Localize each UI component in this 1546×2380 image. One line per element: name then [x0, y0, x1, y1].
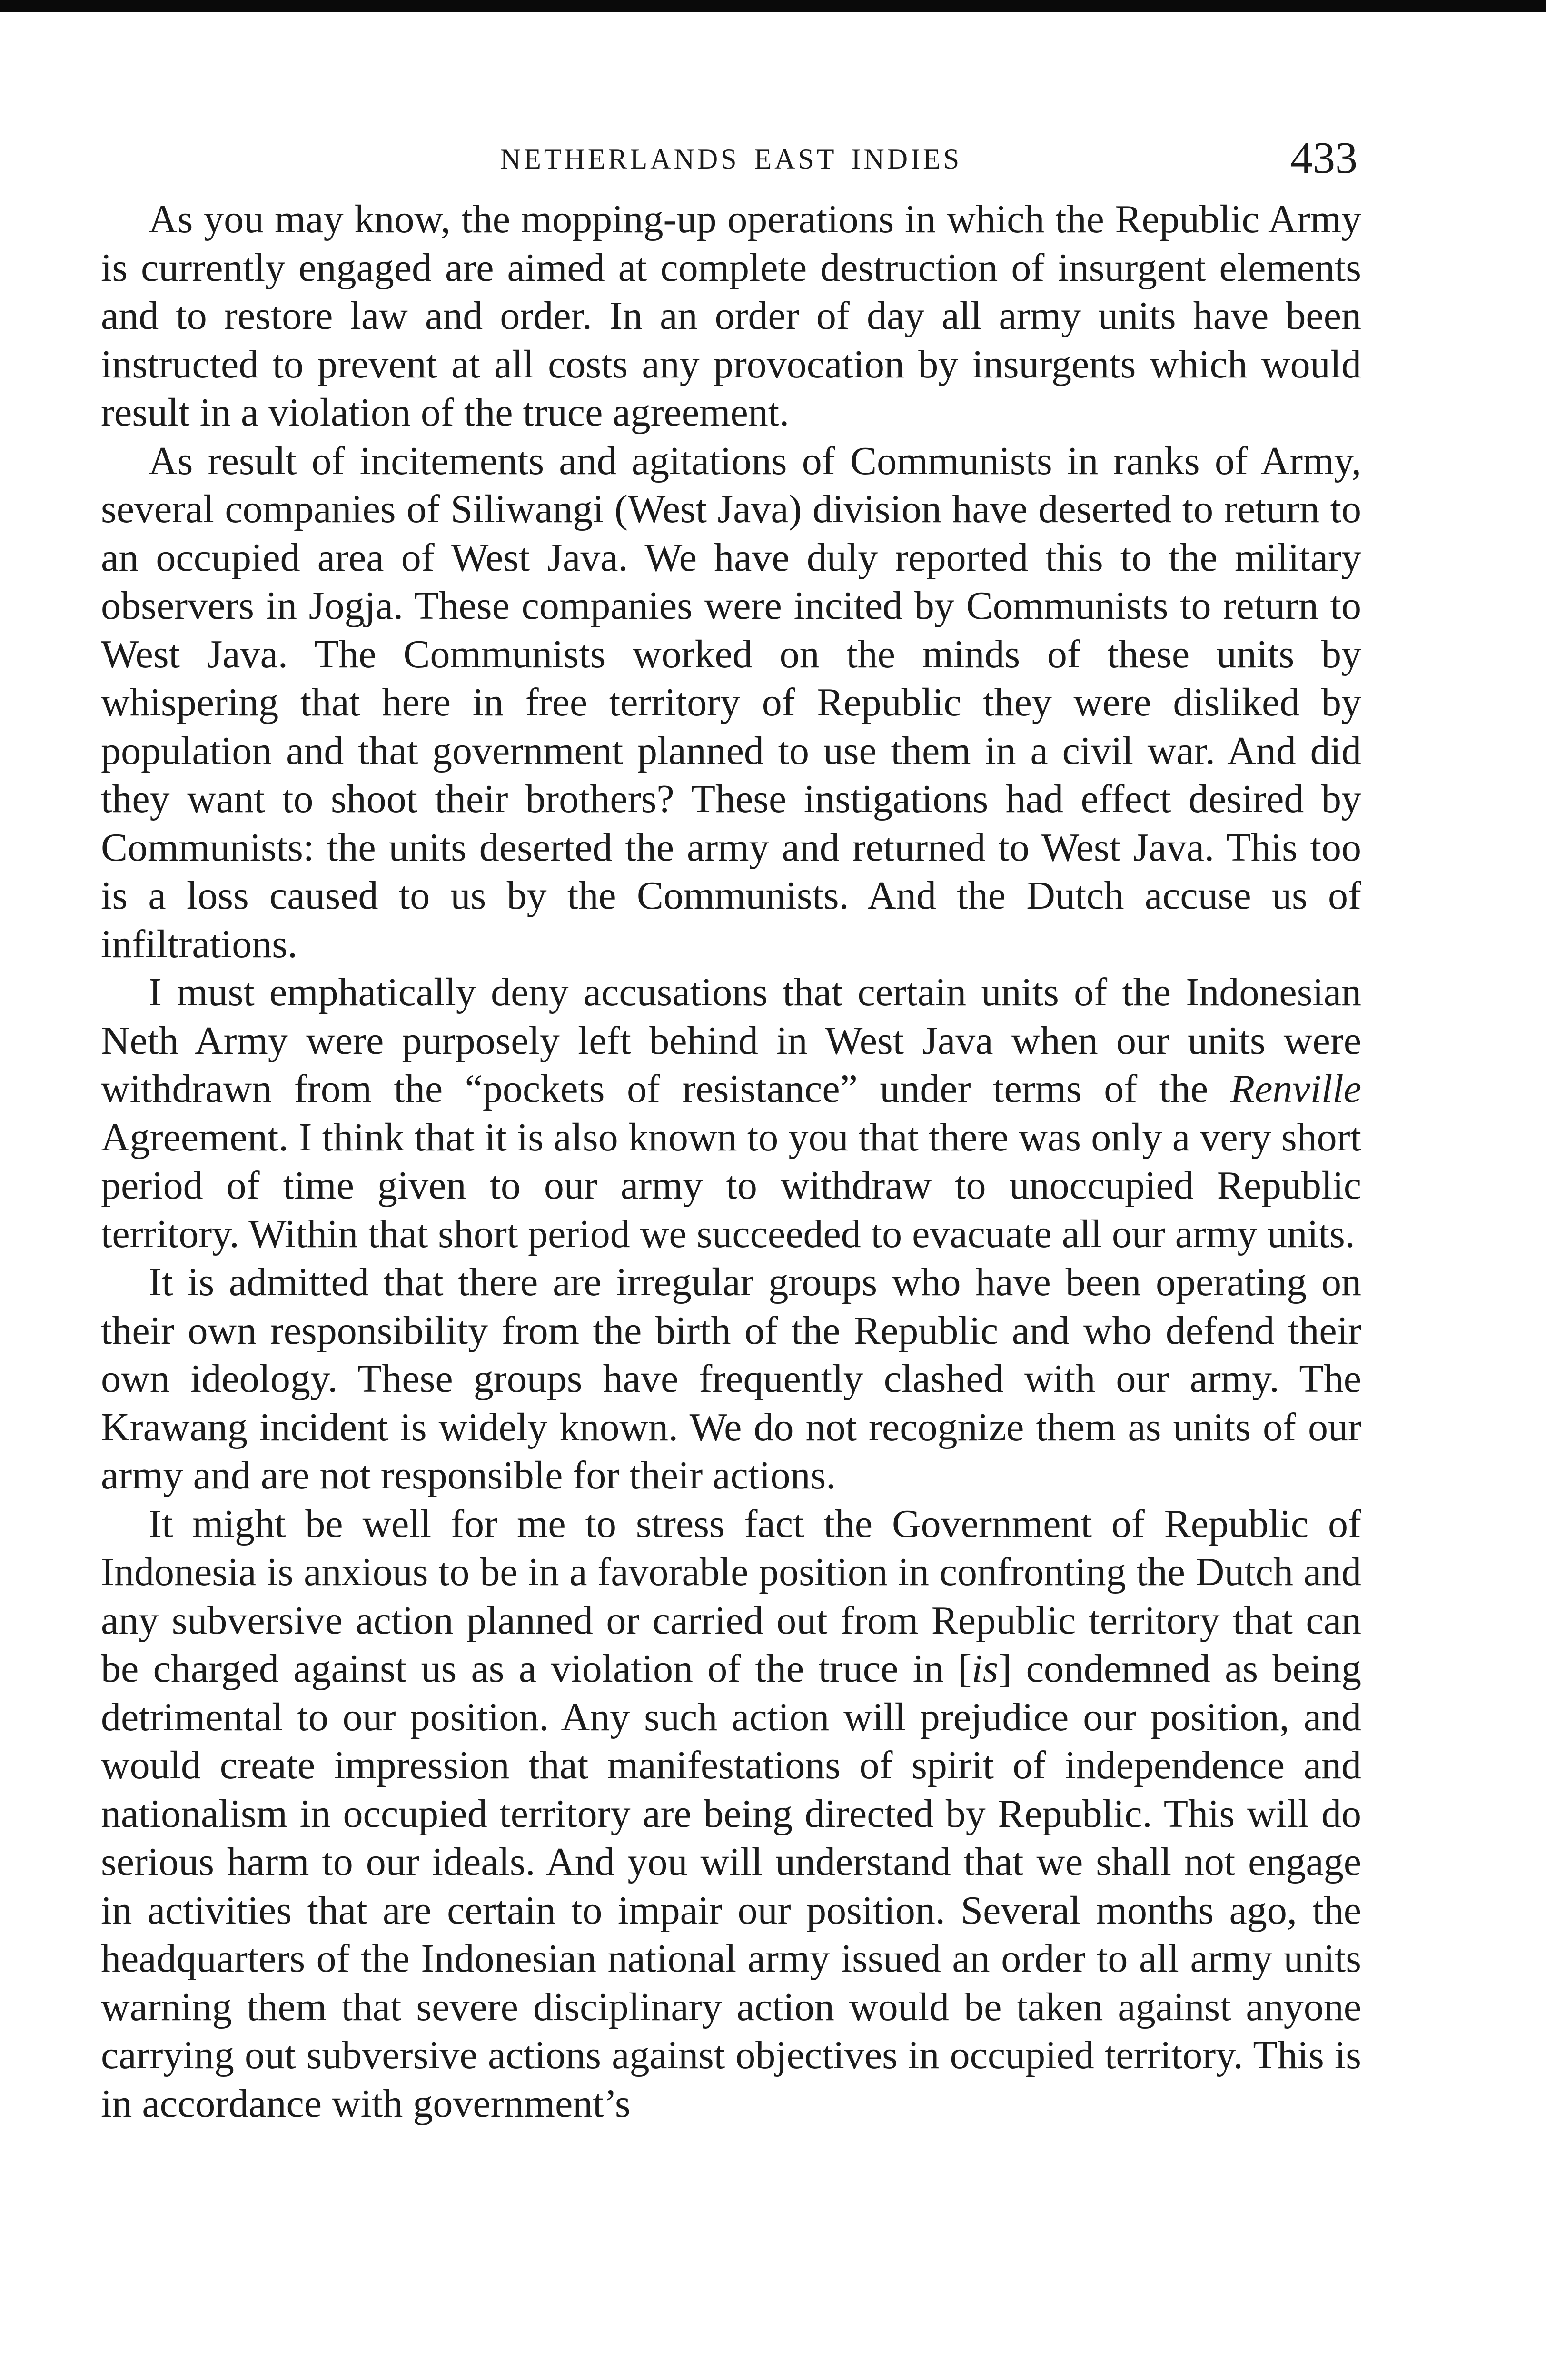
paragraph-mopping-up: As you may know, the mopping-up operations in which the Republic Army is currently engaged are aimed at complete destruction of insurgent elements and to restore law and order. In an order of day all army units have been instructed to prevent at all costs any provocation by insurgents which would result in a violation of the truce agreement. [101, 197, 1361, 435]
paragraph-text-segment: I must emphatically deny accusations that certain units of the Indonesian Neth Army were purposely left behind in West Java when our units were withdrawn from the “pockets of resistance” under terms of the [101, 970, 1361, 1111]
italic-renville: Renville [1230, 1067, 1361, 1111]
running-title: NETHERLANDS EAST INDIES [500, 143, 962, 175]
running-head [101, 129, 1361, 195]
paragraph-irregular-groups: It is admitted that there are irregular groups who have been operating on their own responsibility from the birth of the Republic and who defend their own ideology. These groups have frequently clashed with our army. The Krawang incident is widely known. We do not recognize them as units of our army and are not responsible for their actions. [101, 1260, 1361, 1497]
paragraph-text-segment: ] condemned as being detrimental to our position. Any such action will prejudice our position, and would create impression that manifestations of spirit of independence and nationalism in occupied territory are being directed by Republic. This will do serious harm to our ideals. And you will understand that we shall not engage in activities that are certain to impair our position. Several months ago, the headquarters of the Indonesian national army issued an order to all army units warning them that severe disciplinary action would be taken against anyone carrying out subversive actions against objectives in occupied territory. This is in accordance with government’s [101, 1646, 1361, 2126]
italic-is: is [971, 1646, 999, 1691]
paragraph-communist-agitation: As result of incitements and agitations of Communists in ranks of Army, several companies of Siliwangi (West Java) division have deserted to return to an occupied area of West Java. We have duly reported this to the military observers in Jogja. These companies were incited by Communists to return to West Java. The Communists worked on the minds of these units by whispering that here in free territory of Republic they were disliked by population and that government planned to use them in a civil war. And did they want to shoot their brothers? These instigations had effect desired by Communists: the units deserted the army and returned to West Java. This too is a loss caused to us by the Communists. And the Dutch accuse us of infiltrations. [101, 438, 1361, 966]
book-page [101, 129, 1361, 2128]
paragraph-text-segment: It might be well for me to stress fact the Government of Republic of Indonesia is anxious to be in a favorable position in confronting the Dutch and any subversive action planned or carried out from Republic territory that can be charged against us as a violation of the truce in [ [101, 1501, 1361, 1691]
paragraph-text-segment: Agreement. I think that it is also known to you that there was only a very short period of time given to our army to withdraw to unoccupied Republic territory. Within that short period we succeeded to evacuate all our army units. [101, 1115, 1361, 1256]
body-text [101, 195, 1361, 2128]
page-number: 433 [1290, 133, 1358, 183]
page-top-edge [0, 0, 1546, 12]
paragraph-government-position [101, 1500, 1361, 2128]
paragraph-renville-denial [101, 968, 1361, 1258]
